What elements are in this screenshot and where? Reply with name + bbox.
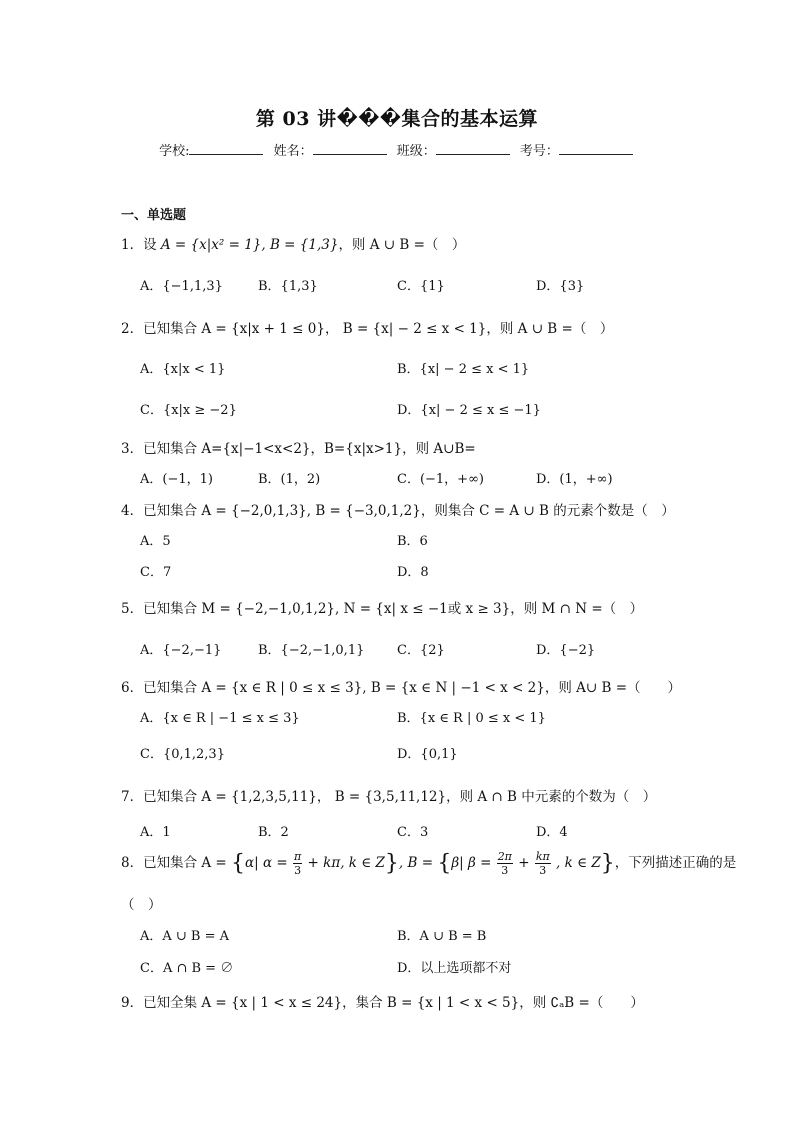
school-blank[interactable]	[189, 142, 263, 155]
question-3: 3．已知集合 A={x|−1<x<2}，B={x|x>1}，则 A∪B=	[121, 441, 476, 457]
question-1	[121, 233, 465, 253]
q4-option-a[interactable]: A．5	[140, 534, 171, 549]
q8-fraction-b1-num: 2π	[497, 850, 512, 863]
q5-option-c[interactable]: C．{2}	[397, 643, 445, 658]
school-label: 学校:	[159, 144, 190, 159]
question-5: 5．已知集合 M = {−2,−1,0,1,2}, N = {x| x ≤ −1或 x ≥ 3}，则 M ∩ N =（ ）	[121, 601, 644, 617]
q8-option-a[interactable]: A．A ∪ B = A	[140, 929, 230, 944]
q7-option-d[interactable]: D．4	[536, 825, 568, 840]
exam-no-label: 考号：	[519, 144, 559, 159]
q7-option-a[interactable]: A．1	[140, 825, 171, 840]
q4-option-d[interactable]: D．8	[397, 565, 429, 580]
q1-prefix: 1．设	[121, 237, 157, 253]
q1-option-b[interactable]: B．{1,3}	[258, 279, 318, 294]
q2-option-b[interactable]: B．{x| − 2 ≤ x < 1}	[397, 362, 530, 377]
question-4: 4．已知集合 A = {−2,0,1,3}, B = {−3,0,1,2}，则集合 C = A ∪ B 的元素个数是（ ）	[121, 503, 675, 519]
q5-option-b[interactable]: B．{−2,−1,0,1}	[258, 643, 365, 658]
q8-set-b-rest: , k ∈ Z	[556, 855, 601, 871]
q1-option-a[interactable]: A．{−1,1,3}	[140, 279, 223, 294]
q8-set-a-rest: + kπ, k ∈ Z	[307, 855, 385, 871]
q8-set-a-condition: α| α =	[245, 855, 288, 871]
q8-fraction-a-den: 3	[294, 864, 302, 877]
question-2: 2．已知集合 A = {x|x + 1 ≤ 0}， B = {x| − 2 ≤ x < 1}，则 A ∪ B =（ ）	[121, 321, 614, 337]
q8-option-b[interactable]: B．A ∪ B = B	[397, 929, 487, 944]
q3-option-b[interactable]: B．(1，2)	[258, 472, 321, 487]
q8-brace-open-a: {	[231, 851, 246, 876]
q5-option-a[interactable]: A．{−2,−1}	[140, 643, 222, 658]
q7-option-c[interactable]: C．3	[397, 825, 429, 840]
q8-fraction-b1	[497, 850, 513, 877]
q4-option-b[interactable]: B．6	[397, 534, 428, 549]
q8-option-c[interactable]: C．A ∩ B = ∅	[140, 961, 234, 976]
q2-option-d[interactable]: D．{x| − 2 ≤ x ≤ −1}	[397, 403, 541, 418]
question-6: 6．已知集合 A = {x ∈ R | 0 ≤ x ≤ 3}, B = {x ∈ N | −1 < x < 2}，则 A∪ B =（ ）	[121, 680, 682, 696]
q8-fraction-b1-den: 3	[501, 864, 509, 877]
question-7: 7．已知集合 A = {1,2,3,5,11}， B = {3,5,11,12}，则 A ∩ B 中元素的个数为（ ）	[121, 789, 657, 805]
q1-tail: ，则 A ∪ B =（ ）	[338, 237, 466, 253]
q6-option-a[interactable]: A．{x ∈ R | −1 ≤ x ≤ 3}	[140, 711, 300, 726]
question-9: 9．已知全集 A = {x | 1 < x ≤ 24}，集合 B = {x | 1 < x < 5}，则 ∁ₐB =（ ）	[121, 995, 644, 1011]
name-label: 姓名：	[273, 144, 313, 159]
q1-sets: A = {x|x² = 1}, B = {1,3}	[160, 237, 339, 253]
q2-option-a[interactable]: A．{x|x < 1}	[140, 362, 226, 377]
name-blank[interactable]	[313, 142, 387, 155]
q1-option-d[interactable]: D．{3}	[536, 279, 585, 294]
q8-plus: +	[518, 855, 530, 871]
q8-answer-paren: （ ）	[121, 897, 162, 913]
q8-fraction-a	[293, 850, 302, 877]
q8-fraction-b2-den: 3	[539, 864, 547, 877]
page-title: 第 03 讲���集合的基本运算	[255, 108, 539, 130]
q2-option-c[interactable]: C．{x|x ≥ −2}	[140, 403, 237, 418]
q8-brace-close-a: }	[384, 851, 399, 876]
q5-option-d[interactable]: D．{−2}	[536, 643, 596, 658]
q8-mid: , B =	[398, 855, 434, 871]
q4-option-c[interactable]: C．7	[140, 565, 172, 580]
q8-tail: ，下列描述正确的是	[614, 855, 737, 871]
q7-option-b[interactable]: B．2	[258, 825, 289, 840]
q3-option-d[interactable]: D．(1，+∞)	[536, 472, 613, 487]
q8-set-b-condition: β| β =	[451, 855, 492, 871]
q3-option-c[interactable]: C．(−1，+∞)	[397, 472, 484, 487]
q8-brace-open-b: {	[437, 851, 452, 876]
q6-option-b[interactable]: B．{x ∈ R | 0 ≤ x < 1}	[397, 711, 546, 726]
class-blank[interactable]	[436, 142, 510, 155]
q8-fraction-a-num: π	[294, 850, 302, 863]
q3-option-a[interactable]: A．(−1，1)	[140, 472, 213, 487]
q6-option-c[interactable]: C．{0,1,2,3}	[140, 747, 225, 762]
q1-option-c[interactable]: C．{1}	[397, 279, 445, 294]
q8-brace-close-b: }	[600, 851, 615, 876]
class-label: 班级：	[396, 144, 436, 159]
q8-fraction-b2-num: kπ	[535, 850, 550, 863]
q8-prefix: 8．已知集合 A =	[121, 855, 227, 871]
q6-option-d[interactable]: D．{0,1}	[397, 747, 458, 762]
q8-fraction-b2	[535, 850, 551, 877]
exam-no-blank[interactable]	[559, 142, 633, 155]
student-info-line	[0, 140, 794, 159]
section-heading: 一、单选题	[121, 208, 187, 223]
q8-option-d[interactable]: D．以上选项都不对	[397, 961, 512, 976]
question-8	[121, 850, 736, 877]
